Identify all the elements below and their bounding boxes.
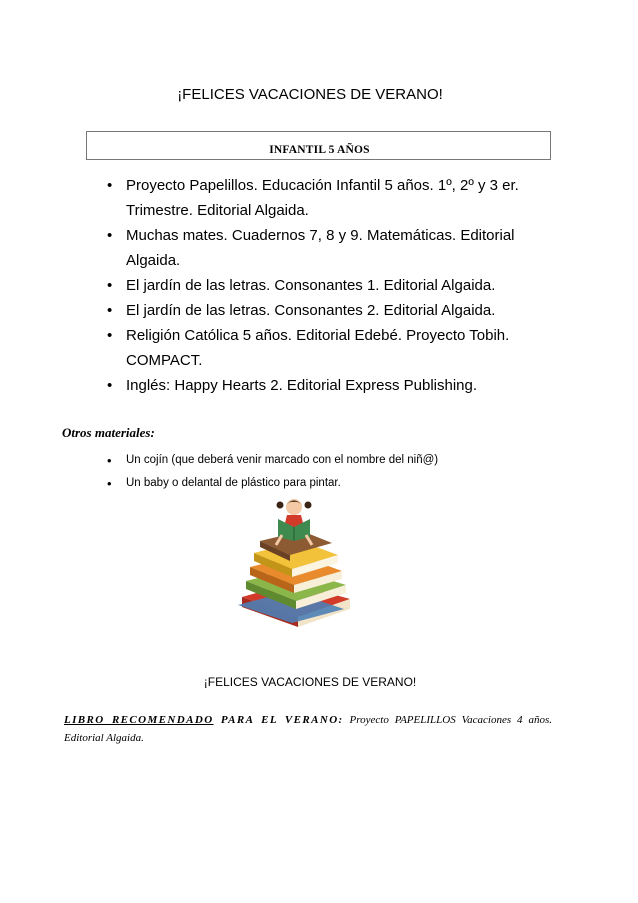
summer-book-text: Proyecto PAPELILLOS Vacaciones 4 años. Editorial Algaida. <box>64 714 552 744</box>
other-materials-title: Otros materiales: <box>62 425 155 440</box>
book-stack-icon <box>238 531 350 627</box>
book-list <box>104 173 544 398</box>
footer-title: ¡FELICES VACACIONES DE VERANO! <box>203 675 417 689</box>
level-box <box>86 131 551 160</box>
level-title: INFANTIL 5 AÑOS <box>269 144 370 156</box>
materials-list <box>104 449 544 495</box>
material-item: • Un baby o delantal de plástico para pintar. <box>104 472 544 495</box>
summer-book-label <box>64 714 344 726</box>
summer-book-label-rest: PARA EL VERANO: <box>213 714 344 726</box>
summer-book-label-underlined: LIBRO RECOMENDADO <box>64 714 214 726</box>
book-item: • Muchas mates. Cuadernos 7, 8 y 9. Matemáticas. Editorial Algaida. <box>104 223 544 273</box>
book-item: • Religión Católica 5 años. Editorial Edebé. Proyecto Tobih. COMPACT. <box>104 323 544 373</box>
child-reading-icon <box>276 499 312 545</box>
book-item: • El jardín de las letras. Consonantes 2. Editorial Algaida. <box>104 298 544 323</box>
page-title: ¡FELICES VACACIONES DE VERANO! <box>177 86 443 103</box>
book-item: • Inglés: Happy Hearts 2. Editorial Express Publishing. <box>104 373 544 398</box>
book-item: • El jardín de las letras. Consonantes 1. Editorial Algaida. <box>104 273 544 298</box>
child-reading-on-books-illustration <box>232 495 356 635</box>
summer-book-recommendation <box>64 711 552 747</box>
book-item: • Proyecto Papelillos. Educación Infantil 5 años. 1º, 2º y 3 er. Trimestre. Editorial Algaida. <box>104 173 544 223</box>
material-item: • Un cojín (que deberá venir marcado con el nombre del niñ@) <box>104 449 544 472</box>
